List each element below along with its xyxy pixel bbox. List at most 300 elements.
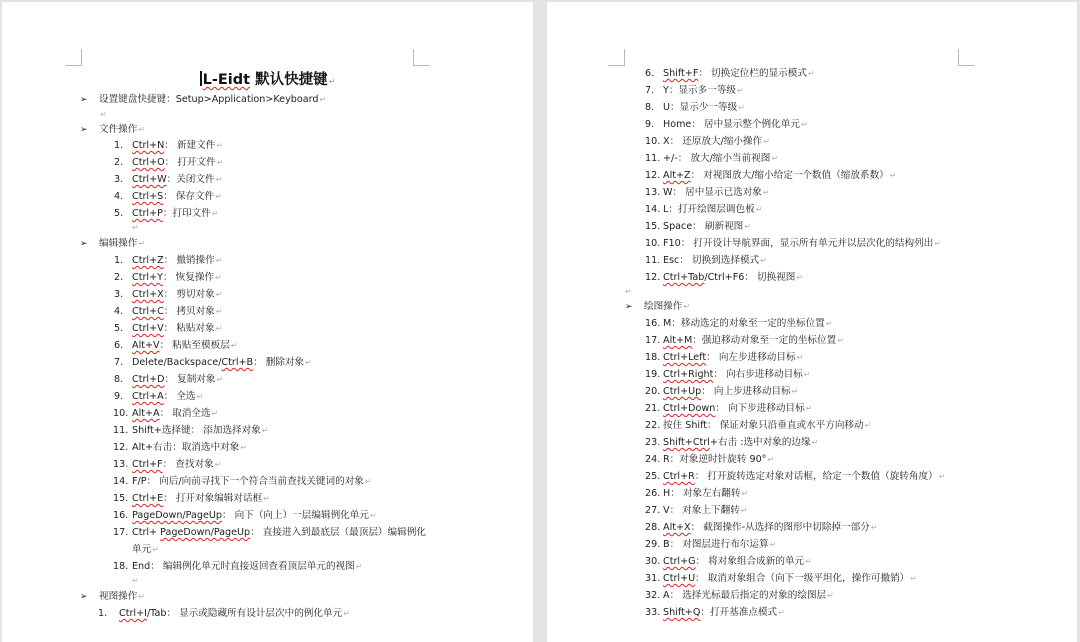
shortcut-key: F10 [663,238,681,249]
heading-text: 视图操作 [99,591,138,602]
shortcut-description: ： 对象左右翻转 [670,488,741,499]
shortcut-key: Ctrl+Right [663,369,714,380]
shortcut-description: ： 粘贴对象 [163,323,215,334]
paragraph-mark-icon: ↵ [215,175,223,184]
shortcut-list-item[interactable] [113,442,247,454]
shortcut-description: ： 直接进入到最底层（最顶层）编辑例化 [250,527,426,538]
paragraph-mark-icon: ↵ [240,443,248,452]
shortcut-list-item[interactable] [113,527,426,539]
shortcut-key: Ctrl+P [132,208,163,219]
shortcut-key: Shift+Ctrl [663,437,710,448]
shortcut-key: PageDown/PageUp [160,527,251,538]
shortcut-key: Ctrl+W [132,174,167,185]
list-number: 17. [645,335,661,346]
shortcut-description: ： 拷贝对象 [163,306,215,317]
empty-paragraph-mark: ↵ [132,223,139,232]
shortcut-key: Ctrl+U [663,573,696,584]
shortcut-key: Shift+Q [663,607,701,618]
list-number: 22. [645,420,661,431]
shortcut-description: ：移动选定的对象至一定的坐标位置 [671,318,825,329]
shortcut-key: +右击 [709,437,738,448]
shortcut-key: Alt+A [132,408,160,419]
paragraph-mark-icon: ↵ [369,511,377,520]
shortcut-description: ：打开绘图层调色板 [668,204,755,215]
shortcut-description: ： 向后/向前寻找下一个符合当前查找关键词的对象 [146,476,364,487]
shortcut-key: Ctrl+Tab [663,272,705,283]
heading-text: 文件操作 [99,124,138,135]
shortcut-list-item[interactable] [645,590,834,602]
shortcut-list-item[interactable] [645,272,803,284]
paragraph-mark-icon: ↵ [343,609,350,618]
list-number: 10. [645,136,661,147]
bullet-arrow-icon: ➢ [80,95,88,105]
shortcut-list-item[interactable] [645,170,896,182]
list-number: 15. [113,493,129,504]
shortcut-description: ： 粘贴至模板层 [159,340,230,351]
shortcut-list-item[interactable] [645,437,818,449]
shortcut-list-item[interactable] [98,608,350,620]
shortcut-list-item[interactable] [113,493,270,505]
shortcut-key: Ctrl+R [663,471,695,482]
list-number: 9. [114,391,124,402]
shortcut-description: ：显示多一等级 [668,85,737,96]
shortcut-description: ： 打开旋转选定对象对话框，给定一个数值（旋转角度） [694,471,938,482]
list-number: 1. [114,140,124,151]
shortcut-list-item[interactable] [114,340,238,352]
shortcut-key: A [663,590,670,601]
paragraph-mark-icon: ↵ [355,562,363,571]
shortcut-description: ： 向上步进移动目标 [701,386,791,397]
shortcut-list-item[interactable] [645,454,774,466]
shortcut-key: Ctrl+O [132,157,165,168]
shortcut-description: ： 居中显示整个例化单元 [691,119,800,130]
shortcut-key: Ctrl+D [132,374,165,385]
bullet-arrow-icon: ➢ [80,125,88,135]
shortcut-list-item[interactable] [645,255,767,267]
shortcut-key: Esc [663,255,680,266]
shortcut-description: ： 选择光标最后指定的对象的绘图层 [669,590,827,601]
paragraph-mark-icon: ↵ [910,574,917,583]
list-number: 2. [114,157,124,168]
shortcut-key: Ctrl+X [132,289,164,300]
shortcut-key: Ctrl+E [132,493,164,504]
heading-text: 绘图操作 [644,301,683,312]
section-heading[interactable] [99,124,145,136]
list-number: 20. [645,386,661,397]
shortcut-description: ： 取消全选 [159,408,211,419]
shortcut-key: Alt+右击 [132,442,173,453]
shortcut-key: M [663,318,672,329]
shortcut-key: Alt+V [132,340,160,351]
paragraph-mark-icon: ↵ [763,137,770,146]
list-number: 4. [114,306,124,317]
paragraph-mark-icon: ↵ [138,239,146,248]
shortcut-key: V [663,505,670,516]
list-number: 11. [113,425,129,436]
paragraph-mark-icon: ↵ [319,95,327,104]
shortcut-description: ： 截图操作-从选择的图形中切除掉一部分 [690,522,870,533]
paragraph-mark-icon: ↵ [216,375,224,384]
shortcut-key: Delete/Backspace/ [132,357,222,368]
shortcut-key: Ctrl+Z [132,255,164,266]
list-number: 4. [114,191,124,202]
shortcut-list-item[interactable] [114,357,312,369]
shortcut-list-item[interactable] [645,369,810,381]
list-number: 10. [113,408,129,419]
shortcut-key: Shift+F [663,68,699,79]
list-number: 18. [645,352,661,363]
shortcut-description-continued [132,544,159,556]
list-number: 6. [645,68,655,79]
paragraph-mark-icon: ↵ [864,421,872,430]
shortcut-key: Ctrl+V [132,323,164,334]
document-title[interactable]: L-Eidt 默认快捷键↵ [2,68,533,89]
list-number: 1. [114,255,124,266]
shortcut-description: ： 撤销操作 [163,255,215,266]
list-number: 13. [645,187,661,198]
list-number: 9. [645,119,655,130]
shortcut-key: Ctrl+N [132,140,165,151]
shortcut-description: ： 保证对象只沿垂直或水平方向移动 [707,420,864,431]
shortcut-description: ： 编辑例化单元时直接返回查看顶层单元的视图 [150,561,355,572]
list-number: 5. [114,323,124,334]
shortcut-description: ： 恢复操作 [162,272,215,283]
shortcut-key: W [663,187,673,198]
list-number: 27. [645,505,661,516]
section-heading[interactable] [99,591,145,603]
list-number: 18. [113,561,129,572]
shortcut-list-item[interactable] [114,140,223,152]
list-number: 5. [114,208,124,219]
shortcut-description: ： 切换到选择模式 [679,255,760,266]
shortcut-key: Ctrl+I [119,608,147,619]
shortcut-key: Y [663,85,669,96]
paragraph-mark-icon: ↵ [138,592,146,601]
paragraph-mark-icon: ↵ [328,77,336,86]
list-number: 11. [645,153,661,164]
shortcut-key: Alt+Z [663,170,691,181]
list-number: 8. [645,102,655,113]
shortcut-list-item[interactable] [114,157,223,169]
shortcut-key: 按住 Shift [663,420,708,431]
paragraph-mark-icon: ↵ [807,69,815,78]
shortcut-description: ： 放大/缩小当前视图 [677,153,771,164]
paragraph-mark-icon: ↵ [738,103,745,112]
shortcut-key: R [663,454,670,465]
list-number: 24. [645,454,661,465]
shortcut-description: ： 还原放大/缩小操作 [669,136,763,147]
shortcut-key: Alt+M [663,335,693,346]
shortcut-list-item[interactable] [645,505,748,517]
shortcut-list-item[interactable] [645,522,878,534]
shortcut-description: ： 打开设计导航界面，显示所有单元并以层次化的结构列出 [680,238,934,249]
heading-text: 编辑操作 [99,238,138,249]
paragraph-mark-icon: ↵ [791,387,799,396]
shortcut-list-item[interactable] [113,408,218,420]
continued-text: 单元 [132,544,152,555]
shortcut-list-item[interactable] [645,204,762,216]
list-number: 7. [645,85,655,96]
shortcut-description: ：强迫移动对象至一定的坐标位置 [692,335,837,346]
paragraph-mark-icon: ↵ [778,608,785,617]
shortcut-key: Alt+X [663,522,691,533]
shortcut-description: ： 显示或隐藏所有设计层次中的例化单元 [166,608,343,619]
shortcut-list-item[interactable] [114,391,203,403]
shortcut-list-item[interactable] [114,255,222,267]
paragraph-mark-icon: ↵ [769,540,777,549]
shortcut-key: Ctrl+ [132,527,161,538]
paragraph-mark-icon: ↵ [803,370,811,379]
paragraph-mark-icon: ↵ [215,307,223,316]
list-number: 25. [645,471,661,482]
shortcut-description: ： 对视图放大/缩小给定一个数值（缩放系数） [690,170,889,181]
paragraph-mark-icon: ↵ [215,273,222,282]
shortcut-description: ： 向右步进移动目标 [713,369,803,380]
paragraph-mark-icon: ↵ [230,341,238,350]
paragraph-mark-icon: ↵ [216,158,224,167]
shortcut-key: B [663,539,670,550]
paragraph-mark-icon: ↵ [211,209,219,218]
paragraph-mark-icon: ↵ [827,591,834,600]
shortcut-list-item[interactable] [114,306,223,318]
list-number: 26. [645,488,661,499]
shortcut-key: Ctrl+S [132,191,164,202]
paragraph-mark-icon: ↵ [811,438,819,447]
paragraph-mark-icon: ↵ [800,120,808,129]
list-number: 16. [113,510,129,521]
shortcut-description: ： 将对象组合成新的单元 [695,556,805,567]
list-number: 12. [645,170,661,181]
paragraph-mark-icon: ↵ [796,273,804,282]
shortcut-description: ： 新建文件 [164,140,216,151]
list-number: 21. [645,403,661,414]
shortcut-description: ： 打开对象编辑对话框 [163,493,263,504]
list-number: 31. [645,573,661,584]
list-number: 10. [645,238,661,249]
paragraph-mark-icon: ↵ [938,472,946,481]
shortcut-list-item[interactable] [114,272,222,284]
shortcut-description: ： 添加选择对象 [190,425,261,436]
paragraph-mark-icon: ↵ [889,171,897,180]
list-number: 15. [645,221,661,232]
paragraph-mark-icon: ↵ [762,188,770,197]
shortcut-list-item[interactable] [114,323,222,335]
list-number: 6. [114,340,124,351]
shortcut-list-item[interactable] [114,191,222,203]
shortcut-key: /Ctrl+F6 [704,272,745,283]
paragraph-mark-icon: ↵ [196,392,204,401]
shortcut-description: ： 对图层进行布尔运算 [669,539,769,550]
shortcut-key: Ctrl+C [132,306,164,317]
shortcut-key: PageDown/PageUp [132,510,222,521]
empty-paragraph-mark: ↵ [100,110,107,119]
paragraph-mark-icon: ↵ [771,154,779,163]
shortcut-key: Space [663,221,693,232]
shortcut-description: ： 打开文件 [164,157,216,168]
shortcut-key: Ctrl+F [132,459,163,470]
shortcut-list-item[interactable] [645,102,745,114]
bullet-arrow-icon: ➢ [80,592,88,602]
shortcut-key: Ctrl+Left [663,352,707,363]
list-number: 33. [645,607,661,618]
paragraph-mark-icon: ↵ [755,205,763,214]
shortcut-description: ： 剪切对象 [163,289,215,300]
paragraph-mark-icon: ↵ [215,290,223,299]
list-number: 29. [645,539,661,550]
shortcut-description: ： 复制对象 [164,374,216,385]
shortcut-key: End [132,561,151,572]
paragraph-mark-icon: ↵ [683,302,691,311]
shortcut-list-item[interactable] [645,238,941,250]
shortcut-description: ： 删除对象 [253,357,305,368]
list-number: 7. [114,357,124,368]
shortcut-description: ：显示少一等级 [670,102,738,113]
shortcut-description: ：取消选中对象 [172,442,240,453]
bullet-arrow-icon: ➢ [80,239,88,249]
paragraph-mark-icon: ↵ [364,477,372,486]
shortcut-list-item[interactable] [645,68,815,80]
shortcut-key: Ctrl+A [132,391,164,402]
shortcut-key: Ctrl+Down [663,403,716,414]
shortcut-description: ： 向左步进移动目标 [706,352,796,363]
shortcut-description: ： 保存文件 [163,191,215,202]
shortcut-list-item[interactable] [645,352,803,364]
shortcut-list-item[interactable] [114,289,222,301]
paragraph-mark-icon: ↵ [215,324,223,333]
shortcut-list-item[interactable] [645,85,744,97]
list-number: 30. [645,556,661,567]
shortcut-key: F/P [132,476,147,487]
margin-corner-mark [65,49,82,66]
shortcut-description: ： 向下（向上）一层编辑例化单元 [221,510,369,521]
shortcut-list-item[interactable] [645,318,832,330]
shortcut-description: ：打开基准点模式 [700,607,778,618]
shortcut-list-item[interactable] [645,119,808,131]
shortcut-key: H [663,488,671,499]
shortcut-description: ： 切换定位栏的显示模式 [698,68,807,79]
document-page-left[interactable] [2,2,533,642]
paragraph-mark-icon: ↵ [805,557,812,566]
paragraph-mark-icon: ↵ [214,460,222,469]
shortcut-key: Ctrl+Y [132,272,163,283]
paragraph-mark-icon: ↵ [211,409,219,418]
section-heading[interactable] [99,238,145,250]
paragraph-mark-icon: ↵ [261,426,269,435]
paragraph-mark-icon: ↵ [152,545,159,554]
shortcut-list-item[interactable] [645,136,770,148]
shortcut-description: ： 取消对象组合（向下一级平坦化，操作可撤销） [695,573,910,584]
shortcut-key: Shift+选择键 [132,425,191,436]
paragraph-mark-icon: ↵ [934,239,941,248]
shortcut-list-item[interactable] [645,420,871,432]
shortcut-list-item[interactable] [645,335,844,347]
paragraph-mark-icon: ↵ [215,256,223,265]
shortcut-description: ： 全选 [163,391,196,402]
list-number: 32. [645,590,661,601]
heading-text: 设置键盘快捷键：Setup>Application>Keyboard [99,94,319,105]
shortcut-list-item[interactable] [645,488,748,500]
shortcut-list-item[interactable] [645,539,776,551]
shortcut-list-item[interactable] [645,221,751,233]
shortcut-list-item[interactable] [645,153,778,165]
paragraph-mark-icon: ↵ [805,404,813,413]
shortcut-key: U [663,102,671,113]
paragraph-mark-icon: ↵ [870,523,878,532]
list-number: 14. [645,204,661,215]
shortcut-description: ： 向下步进移动目标 [715,403,805,414]
paragraph-mark-icon: ↵ [744,222,751,231]
list-number: 8. [114,374,124,385]
shortcut-list-item[interactable] [645,471,945,483]
paragraph-mark-icon: ↵ [215,192,222,201]
list-number: 12. [645,272,661,283]
paragraph-mark-icon: ↵ [825,319,833,328]
shortcut-description: ：打印文件 [162,208,211,219]
shortcut-list-item[interactable] [113,510,377,522]
list-number: 2. [114,272,124,283]
shortcut-list-item[interactable] [645,403,812,415]
shortcut-description: ： 对象上下翻转 [669,505,740,516]
shortcut-description: ：关闭文件 [166,174,215,185]
shortcut-key: Ctrl+Up [663,386,702,397]
shortcut-list-item[interactable] [645,556,812,568]
paragraph-mark-icon: ↵ [796,353,804,362]
paragraph-mark-icon: ↵ [837,336,844,345]
shortcut-list-item[interactable] [114,208,219,220]
list-number: 12. [113,442,129,453]
shortcut-list-item[interactable] [645,386,798,398]
shortcut-key: Home [663,119,692,130]
section-heading[interactable] [644,301,690,313]
shortcut-list-item[interactable] [645,573,917,585]
paragraph-mark-icon: ↵ [741,489,749,498]
list-number: 28. [645,522,661,533]
paragraph-mark-icon: ↵ [263,494,270,503]
list-number: 3. [114,174,124,185]
shortcut-list-item[interactable] [114,174,222,186]
list-number: 16. [645,318,661,329]
paragraph-mark-icon: ↵ [138,125,146,134]
paragraph-mark-icon: ↵ [305,358,312,367]
shortcut-key: Ctrl+B [221,357,254,368]
list-number: 3. [114,289,124,300]
list-number: 14. [113,476,129,487]
shortcut-list-item[interactable] [113,561,362,573]
shortcut-list-item[interactable] [645,187,770,199]
empty-paragraph-mark: ↵ [625,287,632,296]
shortcut-description: :选中对象的边缘 [737,437,811,448]
empty-paragraph-mark: ↵ [132,576,139,585]
shortcut-list-item[interactable] [113,459,221,471]
shortcut-description: ：对象逆时针旋转 90° [669,454,767,465]
shortcut-key: Ctrl+G [663,556,696,567]
list-number: 13. [113,459,129,470]
list-number: 17. [113,527,129,538]
document-page-right[interactable] [547,2,1077,642]
list-number: 1. [98,608,108,619]
paragraph-mark-icon: ↵ [216,141,224,150]
shortcut-description: ： 居中显示已选对象 [672,187,762,198]
list-number: 23. [645,437,661,448]
shortcut-list-item[interactable] [113,476,372,488]
shortcut-list-item[interactable] [113,425,269,437]
list-number: 19. [645,369,661,380]
section-heading[interactable] [99,94,326,106]
shortcut-list-item[interactable] [645,607,785,619]
shortcut-list-item[interactable] [114,374,223,386]
shortcut-description: ： 刷新视图 [692,221,744,232]
shortcut-key: L [663,204,669,215]
